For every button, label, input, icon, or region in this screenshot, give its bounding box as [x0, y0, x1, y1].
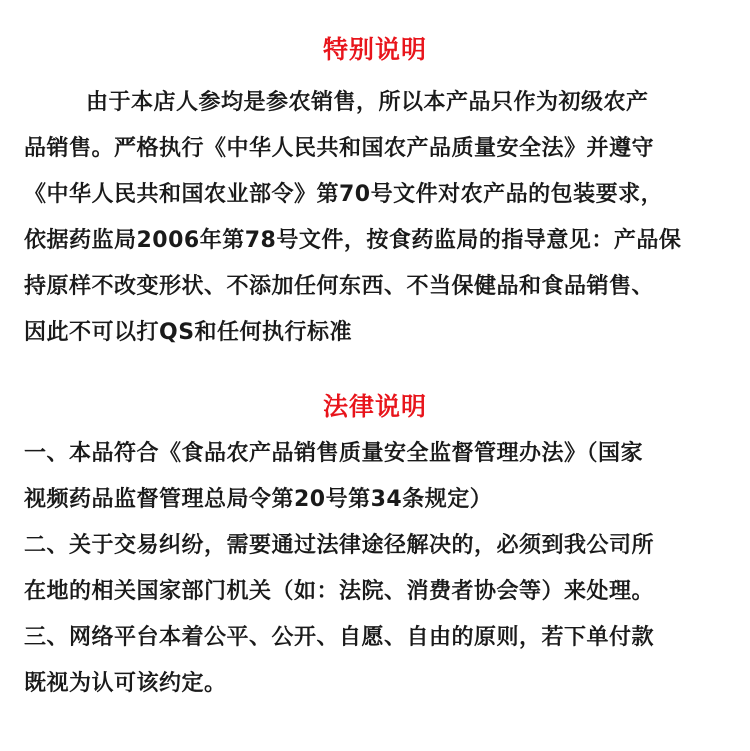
special-notice-line: 由于本店人参均是参农销售，所以本产品只作为初级农产 — [86, 90, 649, 115]
special-notice-line: 依据药监局2006年第78号文件，按食药监局的指导意见：产品保 — [24, 228, 682, 253]
special-notice-line: 因此不可以打QS和任何执行标准 — [24, 320, 353, 345]
special-notice-title: 特别说明 — [322, 35, 427, 64]
special-notice-line: 《中华人民共和国农业部令》第70号文件对农产品的包装要求， — [24, 182, 664, 207]
special-notice-paragraph — [24, 80, 726, 356]
legal-notice-title: 法律说明 — [322, 392, 427, 421]
special-notice-line: 品销售。严格执行《中华人民共和国农产品质量安全法》并遵守 — [24, 136, 655, 161]
legal-notice-line: 一、本品符合《食品农产品销售质量安全监督管理办法》（国家 — [24, 441, 644, 466]
legal-notice-line: 三、网络平台本着公平、公开、自愿、自由的原则，若下单付款 — [24, 625, 655, 650]
legal-notice-line: 视频药品监督管理总局令第20号第34条规定） — [24, 487, 493, 512]
legal-notice-line: 二、关于交易纠纷，需要通过法律途径解决的，必须到我公司所 — [24, 533, 655, 558]
special-notice-line: 持原样不改变形状、不添加任何东西、不当保健品和食品销售、 — [24, 274, 655, 299]
legal-notice-line: 既视为认可该约定。 — [24, 671, 227, 696]
legal-notice-line: 在地的相关国家部门机关（如：法院、消费者协会等）来处理。 — [24, 579, 655, 604]
legal-notice-paragraph — [24, 431, 726, 707]
